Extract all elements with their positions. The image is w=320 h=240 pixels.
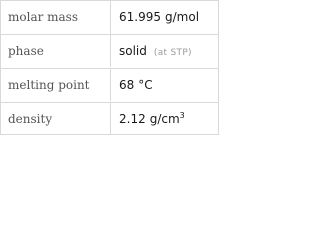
phase-value: solid	[119, 44, 147, 58]
molar-mass-value: 61.995	[119, 10, 161, 24]
property-name-melting-point: melting point	[1, 69, 111, 101]
density-unit: g/cm	[149, 112, 180, 126]
property-name-phase: phase	[1, 35, 111, 67]
density-unit-exponent: 3	[179, 111, 185, 120]
properties-table	[0, 0, 219, 135]
table-row-melting-point	[1, 68, 218, 101]
molar-mass-unit: g/mol	[165, 10, 200, 24]
table-row-phase	[1, 34, 218, 67]
property-name-molar-mass: molar mass	[1, 1, 111, 34]
table-row-density	[1, 102, 218, 135]
melting-point-value: 68	[119, 78, 135, 92]
property-value-molar-mass	[119, 1, 199, 34]
table-row-molar-mass	[1, 1, 218, 34]
property-value-melting-point	[119, 69, 153, 101]
property-value-density	[119, 103, 185, 135]
property-value-phase	[119, 35, 192, 67]
phase-qualifier: (at STP)	[153, 48, 192, 58]
melting-point-unit: °C	[138, 78, 153, 92]
density-value: 2.12	[119, 112, 146, 126]
property-name-density: density	[1, 103, 111, 135]
